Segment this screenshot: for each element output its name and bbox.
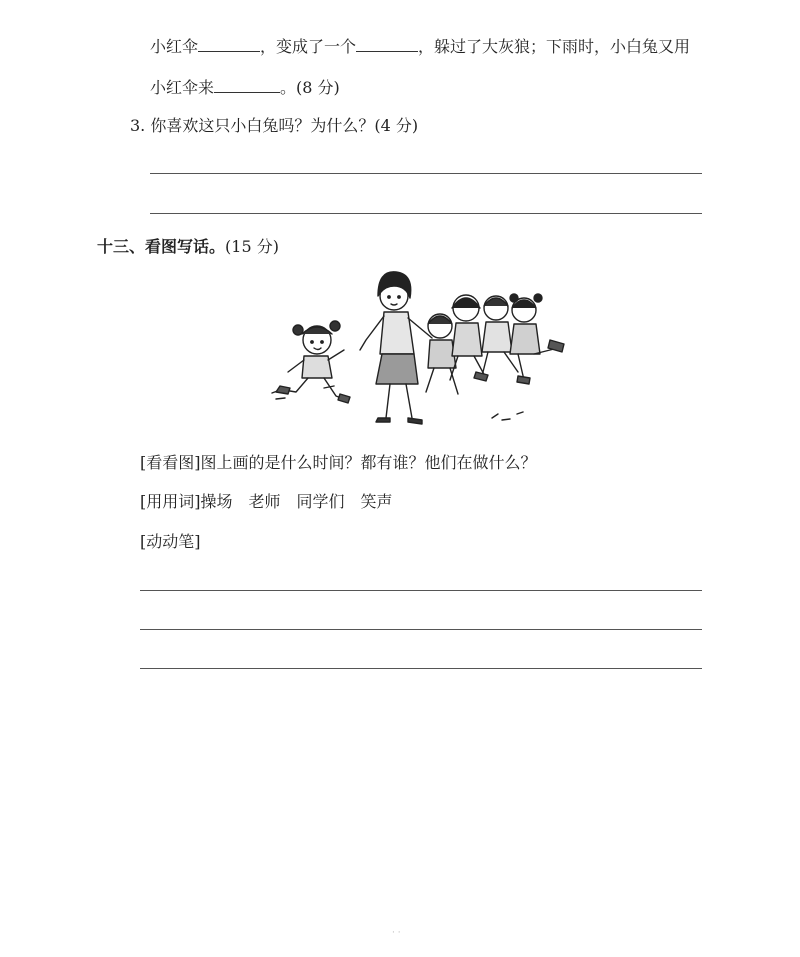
answer-blank[interactable] [356,36,418,52]
story-fill-text: 。(8 分) [280,78,340,97]
story-fill-text: 小红伞 [150,37,199,56]
write-prompt: [动动笔] [140,532,201,551]
section-13-score: (15 分) [225,237,279,256]
section-13-heading [97,234,279,257]
answer-line[interactable] [150,173,702,174]
look-at-picture-prompt: [看看图]图上画的是什么时间？都有谁？他们在做什么？ [140,453,537,472]
question-3: 3. 你喜欢这只小白兔吗？为什么？(4 分) [130,116,419,135]
teacher-figure [360,272,432,424]
answer-blank[interactable] [198,36,260,52]
story-fill-line-1 [150,36,690,57]
story-fill-text: ，躲过了大灰狼；下雨时，小白兔又用 [418,37,691,56]
story-fill-text: ，变成了一个 [260,37,357,56]
answer-line[interactable] [150,213,702,214]
answer-blank[interactable] [214,77,280,93]
running-girl-figure [276,321,350,403]
story-fill-line-2 [150,77,340,98]
use-words-prompt: [用用词]操场 老师 同学们 笑声 [140,492,393,511]
page-number: · · [392,928,401,938]
writing-line[interactable] [140,590,702,591]
section-13-title: 十三、看图写话。 [97,237,226,256]
teacher-children-illustration [262,268,582,434]
writing-line[interactable] [140,629,702,630]
story-fill-text: 小红伞来 [150,78,215,97]
writing-line[interactable] [140,668,702,669]
children-group-figure [426,294,564,394]
